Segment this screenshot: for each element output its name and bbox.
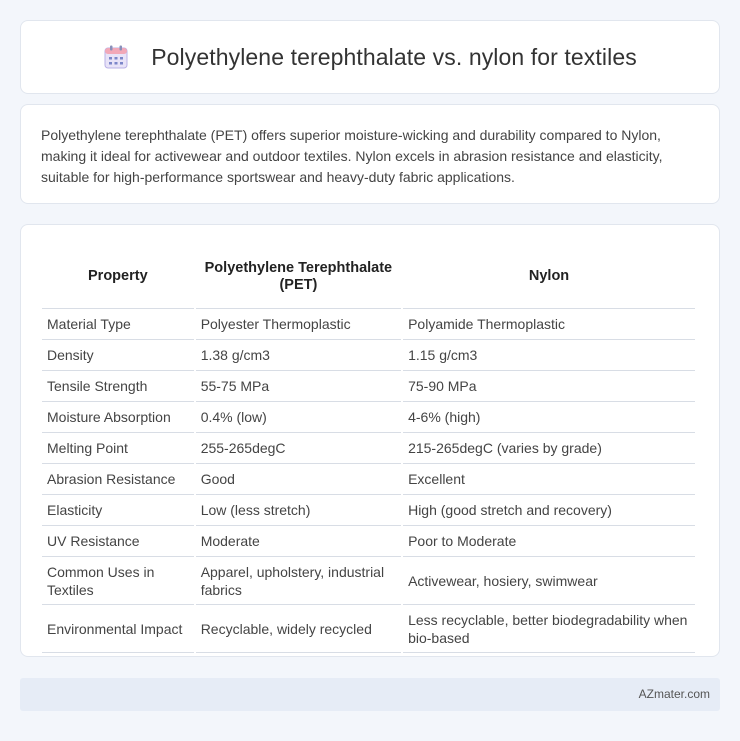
header-nylon: Nylon: [403, 245, 695, 309]
table-cell-pet: Moderate: [196, 526, 401, 557]
header-pet: Polyethylene Terephthalate (PET): [196, 245, 401, 309]
table-cell-pet: Apparel, upholstery, industrial fabrics: [196, 557, 401, 605]
table-row: [42, 605, 695, 653]
footer-brand: AZmater.com: [638, 687, 710, 701]
table-cell-nylon: 4-6% (high): [403, 402, 695, 433]
table-cell-nylon: Polyamide Thermoplastic: [403, 309, 695, 340]
table-cell-nylon: High (good stretch and recovery): [403, 495, 695, 526]
table-row: [42, 557, 695, 605]
table-cell-property: Tensile Strength: [42, 371, 194, 402]
table-cell-property: UV Resistance: [42, 526, 194, 557]
table-cell-property: Common Uses in Textiles: [42, 557, 194, 605]
table-cell-pet: 0.4% (low): [196, 402, 401, 433]
table-row: [42, 402, 695, 433]
table-cell-property: Density: [42, 340, 194, 371]
table-cell-nylon: Less recyclable, better biodegradability when bio-based: [403, 605, 695, 653]
comparison-table-card: [20, 224, 720, 657]
table-row: [42, 340, 695, 371]
table-cell-property: Material Type: [42, 309, 194, 340]
table-row: [42, 526, 695, 557]
table-cell-pet: 255-265degC: [196, 433, 401, 464]
table-cell-nylon: Activewear, hosiery, swimwear: [403, 557, 695, 605]
title-card: [20, 20, 720, 94]
table-row: [42, 495, 695, 526]
table-cell-nylon: 1.15 g/cm3: [403, 340, 695, 371]
table-cell-pet: Polyester Thermoplastic: [196, 309, 401, 340]
summary-text: Polyethylene terephthalate (PET) offers superior moisture-wicking and durability compared to Nylon, making it ideal for activewear and outdoor textiles. Nylon excels in abrasion resistance and elasticity, suitable for high-performance sportswear and heavy-duty fabric applications.: [41, 127, 663, 185]
table-cell-pet: 1.38 g/cm3: [196, 340, 401, 371]
table-header-row: [42, 245, 695, 309]
comparison-table: [40, 245, 697, 653]
table-cell-nylon: 75-90 MPa: [403, 371, 695, 402]
table-cell-property: Environmental Impact: [42, 605, 194, 653]
table-row: [42, 371, 695, 402]
footer: [20, 678, 720, 711]
table-cell-pet: Good: [196, 464, 401, 495]
table-row: [42, 309, 695, 340]
page-title: Polyethylene terephthalate vs. nylon for textiles: [151, 43, 637, 70]
table-cell-property: Elasticity: [42, 495, 194, 526]
table-cell-pet: Low (less stretch): [196, 495, 401, 526]
table-row: [42, 433, 695, 464]
table-row: [42, 464, 695, 495]
table-cell-property: Moisture Absorption: [42, 402, 194, 433]
table-cell-property: Abrasion Resistance: [42, 464, 194, 495]
table-cell-nylon: Poor to Moderate: [403, 526, 695, 557]
summary-card: [20, 104, 720, 204]
table-cell-pet: 55-75 MPa: [196, 371, 401, 402]
header-property: Property: [42, 245, 194, 309]
table-cell-property: Melting Point: [42, 433, 194, 464]
table-cell-nylon: Excellent: [403, 464, 695, 495]
calendar-icon: [103, 44, 129, 70]
table-cell-nylon: 215-265degC (varies by grade): [403, 433, 695, 464]
table-cell-pet: Recyclable, widely recycled: [196, 605, 401, 653]
